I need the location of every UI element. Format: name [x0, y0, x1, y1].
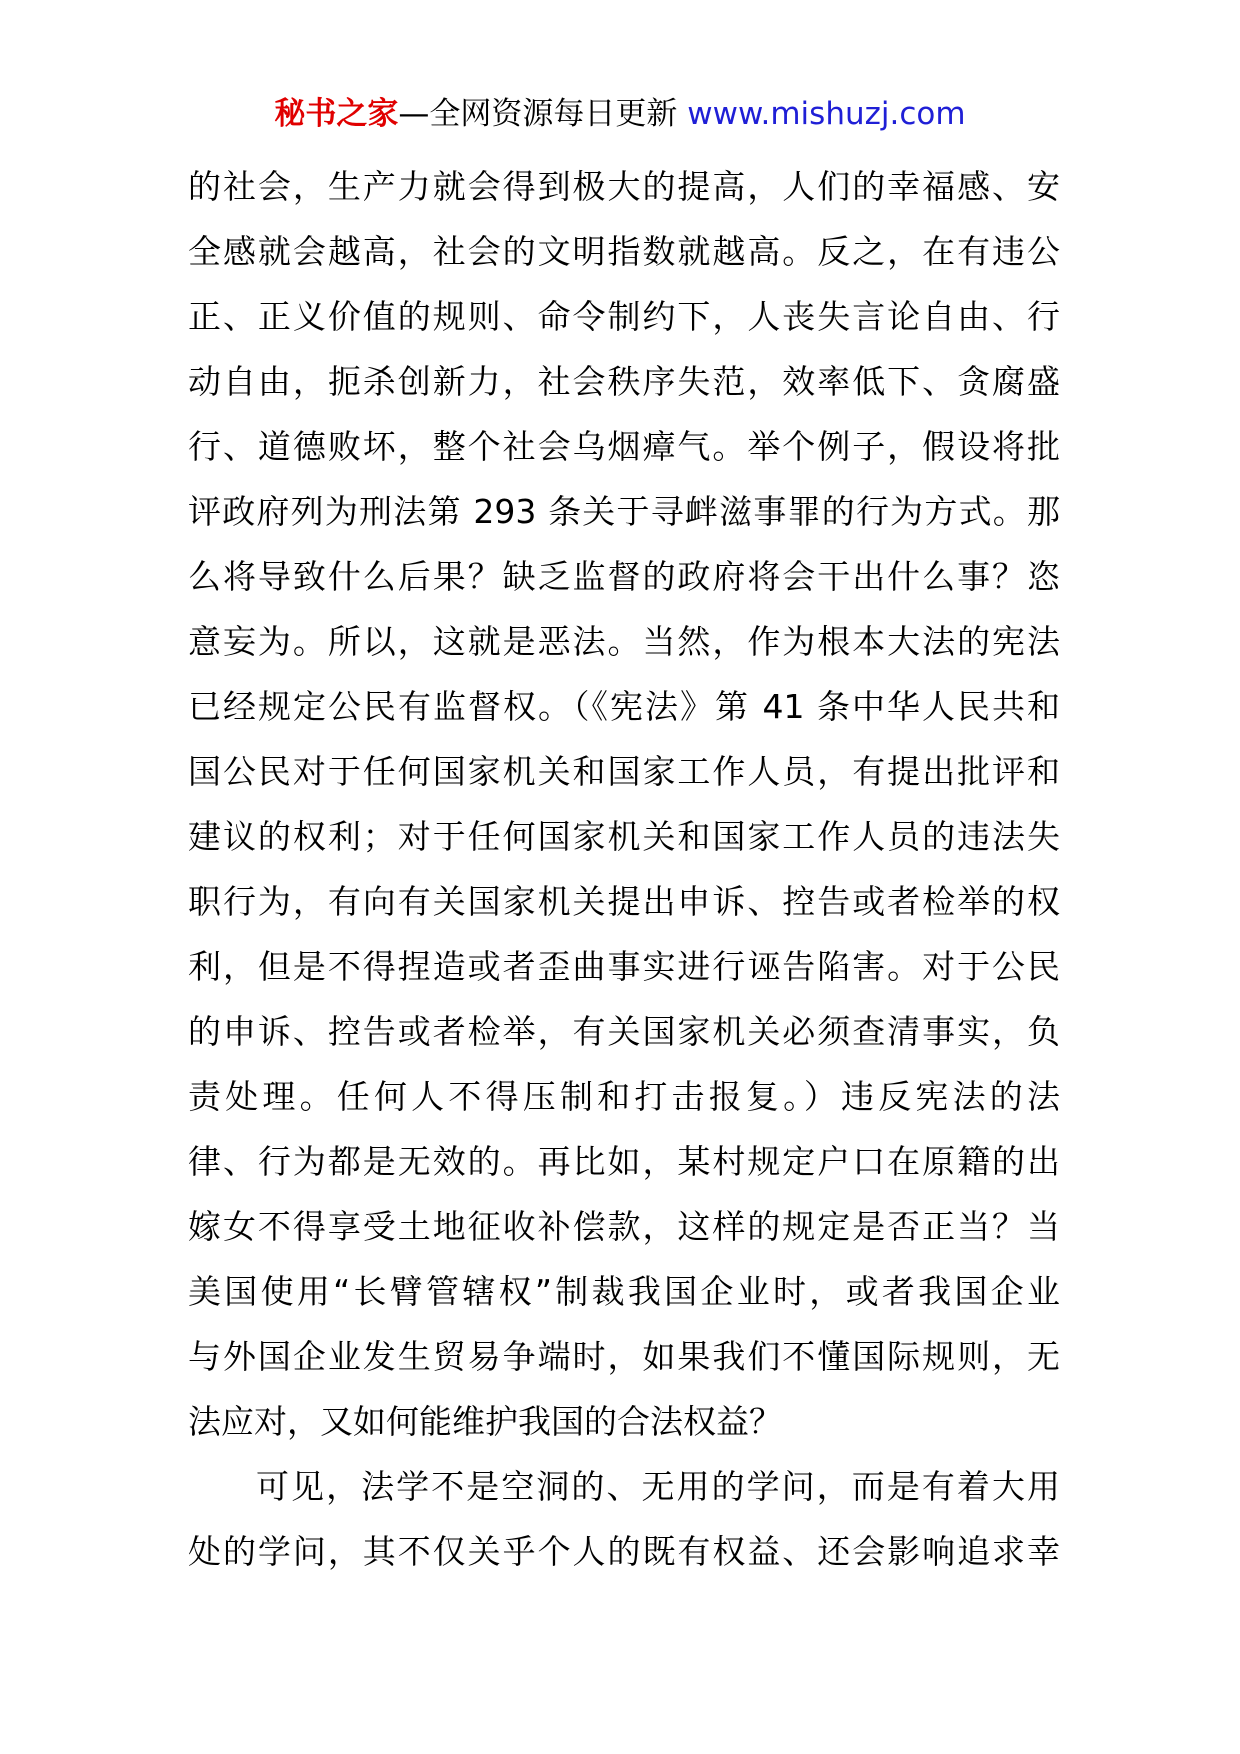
text-line: 意妄为。所以，这就是恶法。当然，作为根本大法的宪法: [188, 622, 1060, 661]
text-line: 处的学问，其不仅关乎个人的既有权益、还会影响追求幸: [188, 1532, 1060, 1571]
text-line: 职行为，有向有关国家机关提出申诉、控告或者检举的权: [188, 882, 1060, 921]
text-line: 国公民对于任何国家机关和国家工作人员，有提出批评和: [188, 752, 1060, 791]
text-line: 么将导致什么后果？缺乏监督的政府将会干出什么事？恣: [188, 557, 1060, 596]
site-slogan: —全网资源每日更新: [398, 96, 678, 132]
text-line: 律、行为都是无效的。再比如，某村规定户口在原籍的出: [188, 1142, 1060, 1181]
paragraph-start-line: 可见，法学不是空洞的、无用的学问，而是有着大用: [256, 1467, 1060, 1506]
text-line: 已经规定公民有监督权。（《宪法》第 41 条中华人民共和: [188, 687, 1060, 726]
text-line: 嫁女不得享受土地征收补偿款，这样的规定是否正当？当: [188, 1207, 1060, 1246]
text-line: 动自由，扼杀创新力，社会秩序失范，效率低下、贪腐盛: [188, 362, 1060, 401]
text-line: 建议的权利；对于任何国家机关和国家工作人员的违法失: [188, 817, 1060, 856]
text-line: 的申诉、控告或者检举，有关国家机关必须查清事实，负: [188, 1012, 1060, 1051]
document-body: [188, 154, 1060, 1584]
text-line: 正、正义价值的规则、命令制约下，人丧失言论自由、行: [188, 297, 1060, 336]
text-line: 责处理。任何人不得压制和打击报复。）违反宪法的法: [188, 1077, 1060, 1116]
text-line: 美国使用“长臂管辖权”制裁我国企业时，或者我国企业: [188, 1272, 1060, 1311]
text-line: 评政府列为刑法第 293 条关于寻衅滋事罪的行为方式。那: [188, 492, 1060, 531]
text-line: 行、道德败坏，整个社会乌烟瘴气。举个例子，假设将批: [188, 427, 1060, 466]
text-line: 利，但是不得捏造或者歪曲事实进行诬告陷害。对于公民: [188, 947, 1060, 986]
text-line: 与外国企业发生贸易争端时，如果我们不懂国际规则，无: [188, 1337, 1060, 1376]
text-line: 的社会，生产力就会得到极大的提高，人们的幸福感、安: [188, 167, 1060, 206]
text-line: 全感就会越高，社会的文明指数就越高。反之，在有违公: [188, 232, 1060, 271]
site-brand: 秘书之家: [274, 96, 399, 132]
site-url-link[interactable]: www.mishuzj.com: [687, 96, 966, 132]
page-header: [0, 94, 1240, 134]
paragraph-end-line: 法应对，又如何能维护我国的合法权益？: [188, 1402, 782, 1441]
